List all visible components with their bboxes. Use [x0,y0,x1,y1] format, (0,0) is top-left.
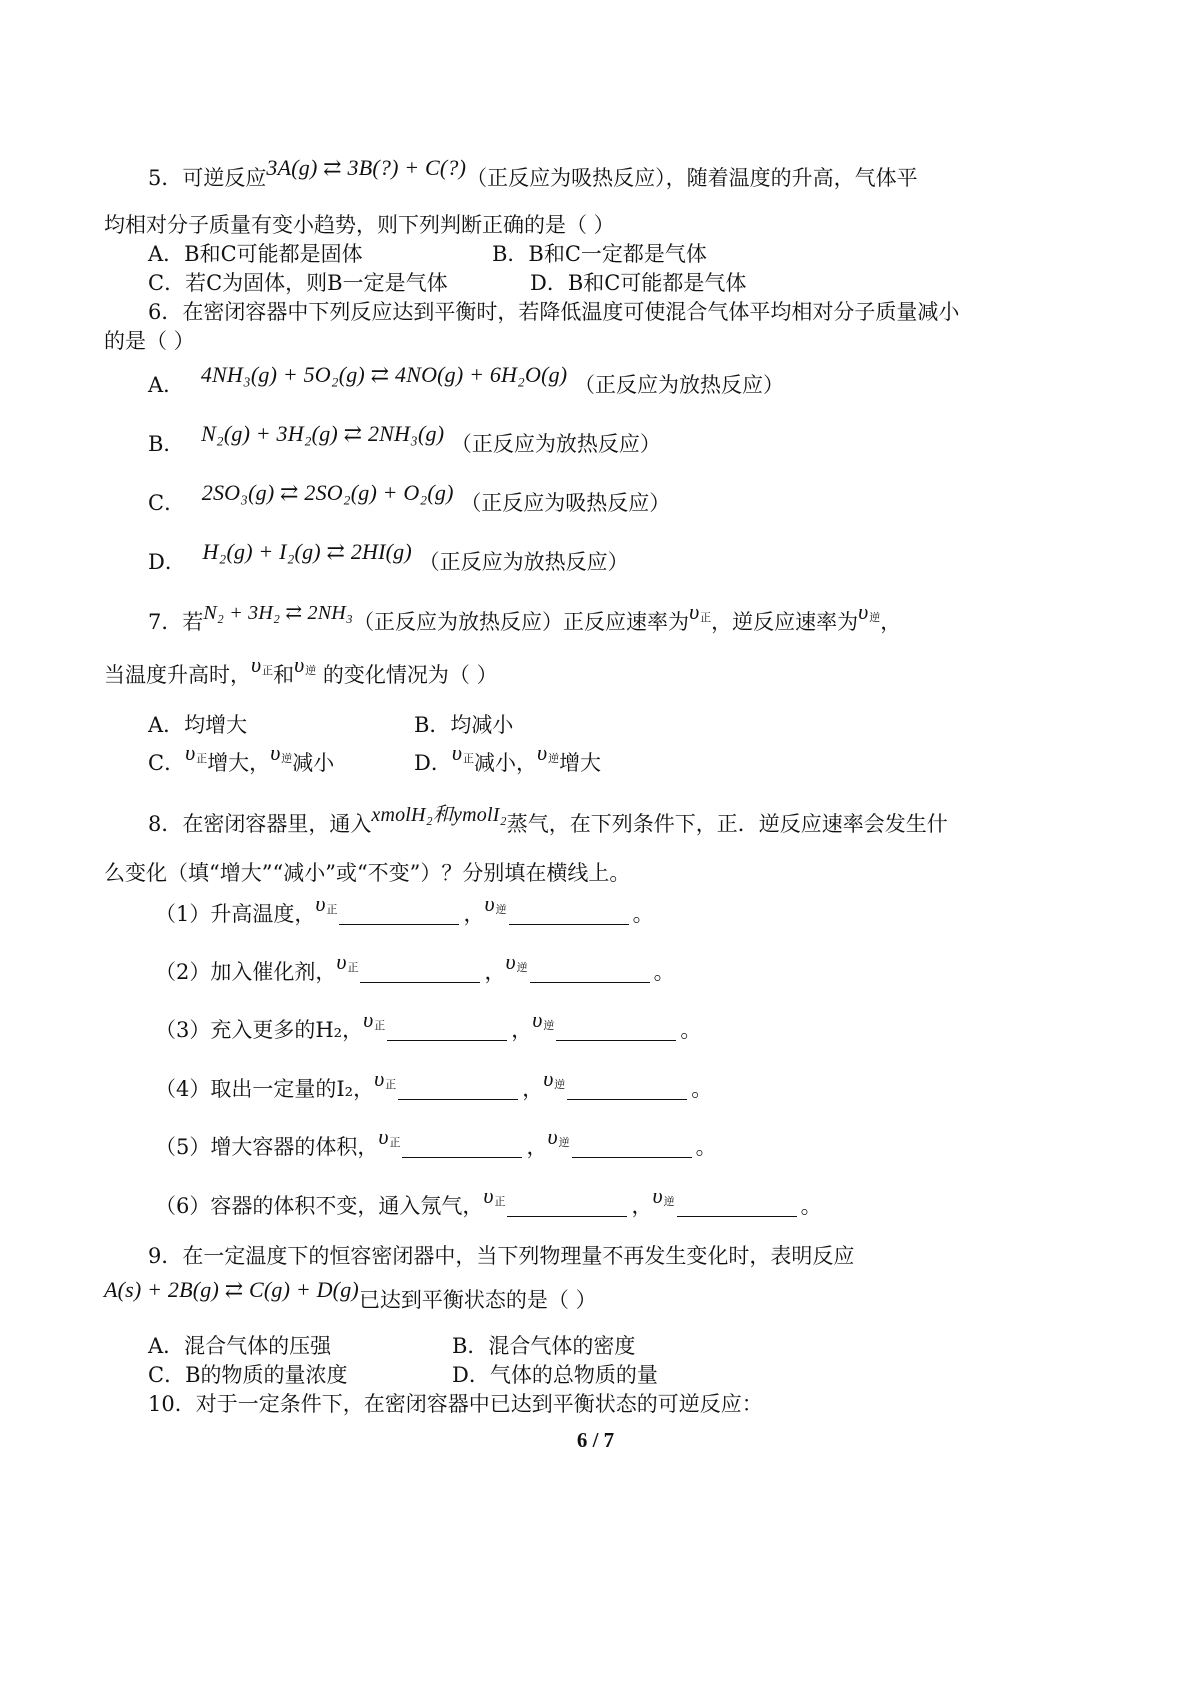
q8-line1 [148,804,948,840]
v-reverse-symbol: υ逆 [532,1007,555,1032]
answer-blank[interactable] [572,1135,692,1158]
q9-line2 [104,1277,597,1315]
answer-blank[interactable] [339,902,459,925]
q6-option-d-note: （正反应为放热反应） [418,550,629,574]
q6-option-c-note: （正反应为吸热反应） [460,491,671,515]
q9-equation: A(s) + 2B(g) ⇄ C(g) + D(g) [104,1277,359,1302]
q5-equation: 3A(g) ⇄ 3B(?) + C(?) [266,155,467,180]
q7-mid: （正反应为放热反应）正反应速率为 [353,610,690,634]
q8-post: 蒸气，在下列条件下，正．逆反应速率会发生什 [506,812,948,836]
answer-blank[interactable] [530,960,650,983]
q9-line1: 9．在一定温度下的恒容密闭器中，当下列物理量不再发生变化时，表明反应 [148,1244,855,1268]
q8-item-text: （4）取出一定量的I₂， [155,1077,375,1101]
v-reverse-symbol: υ逆 [294,652,317,677]
v-forward-symbol: υ正 [336,949,359,974]
q6-option-b-note: （正反应为放热反应） [450,432,661,456]
q8-item-text: （2）加入催化剂， [155,960,337,984]
q6-option-d-label: D． [148,550,186,574]
q6-option-c [148,480,671,518]
q6-option-d-equation: H₂(g) + I₂(g) ⇄ 2HI(g) [202,539,412,564]
q9-option-b: B．混合气体的密度 [452,1334,636,1358]
v-reverse-symbol: υ逆 [652,1183,675,1208]
q7-number: 7．若 [148,610,204,634]
q6-option-d [148,539,629,577]
v-reverse-symbol: υ逆 [858,599,881,624]
q8-item-5: （5）增大容器的体积，υ正 ，υ逆 。 [155,1124,717,1159]
q6-option-a-label: A． [148,373,185,397]
q8-item-4: （4）取出一定量的I₂，υ正 ，υ逆 。 [155,1066,713,1101]
q5-option-a: A．B和C可能都是固体 [148,242,363,266]
q7-option-d-label: D． [414,751,452,775]
q6-option-c-label: C． [148,491,186,515]
q6-line2: 的是（ ） [104,329,195,353]
v-forward-symbol: υ正 [483,1183,506,1208]
v-forward-symbol: υ正 [251,652,274,677]
q9-option-d: D．气体的总物质的量 [452,1363,658,1387]
answer-blank[interactable] [402,1135,522,1158]
v-reverse-symbol: υ逆 [543,1066,566,1091]
v-reverse-symbol: υ逆 [484,891,507,916]
q7-option-c [148,740,335,782]
v-reverse-symbol: υ逆 [536,740,560,765]
answer-blank[interactable] [677,1194,797,1217]
q8-item-text: （6）容器的体积不变，通入氖气， [155,1194,484,1218]
v-forward-symbol: υ正 [315,891,338,916]
q8-item-2: （2）加入催化剂，υ正 ，υ逆 。 [155,949,675,984]
answer-blank[interactable] [507,1194,627,1217]
q5-pre: 可逆反应 [182,166,267,190]
q6-option-b-label: B． [148,432,185,456]
v-forward-symbol: υ正 [363,1007,386,1032]
q8-item-6: （6）容器的体积不变，通入氖气，υ正 ，υ逆 。 [155,1183,822,1218]
q7-end: ， [880,610,902,634]
q7-line2-a: 当温度升高时， [104,663,251,687]
q9-option-a: A．混合气体的压强 [148,1334,332,1358]
answer-blank[interactable] [567,1077,687,1100]
q7-line2-b: 和 [273,663,295,687]
v-forward-symbol: υ正 [451,740,474,765]
q6-option-b [148,421,661,459]
q5-option-b: B．B和C一定都是气体 [492,242,707,266]
q7-option-c-end: 减小 [292,751,335,775]
v-reverse-symbol: υ逆 [547,1124,570,1149]
v-forward-symbol: υ正 [374,1066,397,1091]
q6-option-a-note: （正反应为放热反应） [574,373,785,397]
q7-option-b: B．均减小 [414,713,514,737]
q8-item-1: （1）升高温度，υ正 ，υ逆 。 [155,891,654,926]
q9-option-c: C．B的物质的量浓度 [148,1363,348,1387]
q5-option-d: D．B和C可能都是气体 [530,271,747,295]
page-number: 6 / 7 [576,1428,615,1452]
q7-option-d-end: 增大 [559,751,602,775]
v-forward-symbol: υ正 [689,599,712,624]
q7-option-d [414,740,602,782]
q7-line2-c: 的变化情况为（ ） [322,663,498,687]
q7-line2 [104,652,498,694]
q8-line2: 么变化（填“增大”“减小”或“不变”）？分别填在横线上。 [104,861,631,885]
answer-blank[interactable] [387,1018,507,1041]
q8-item-text: （1）升高温度， [155,902,316,926]
q6-option-a [148,362,785,400]
q7-option-c-mid: 增大， [207,751,271,775]
answer-blank[interactable] [556,1018,676,1041]
q5-number: 5． [148,166,183,190]
q8-item-3: （3）充入更多的H₂，υ正 ，υ逆 。 [155,1007,702,1042]
q9-post: 已达到平衡状态的是（ ） [358,1288,597,1312]
q10-line1: 10．对于一定条件下，在密闭容器中已达到平衡状态的可逆反应： [148,1392,763,1416]
v-reverse-symbol: υ逆 [270,740,293,765]
q7-mid2: ，逆反应速率为 [711,610,859,634]
q8-equation: xmolH₂和ymolI₂ [371,804,507,826]
q5-line2: 均相对分子质量有变小趋势，则下列判断正确的是（ ） [104,213,615,237]
q7-line1 [148,599,902,641]
q6-line1: 6．在密闭容器中下列反应达到平衡时，若降低温度可使混合气体平均相对分子质量减小 [148,300,960,324]
answer-blank[interactable] [509,902,629,925]
q7-equation: N₂ + 3H₂ ⇄ 2NH₃ [203,602,354,624]
q6-option-c-equation: 2SO₃(g) ⇄ 2SO₂(g) + O₂(g) [201,480,454,505]
q7-option-a: A．均增大 [148,713,248,737]
v-forward-symbol: υ正 [378,1124,401,1149]
v-reverse-symbol: υ逆 [505,949,528,974]
q5-line1 [148,155,918,193]
answer-blank[interactable] [398,1077,518,1100]
q5-post: （正反应为吸热反应），随着温度的升高，气体平 [466,166,918,190]
q8-number: 8．在密闭容器里，通入 [148,812,372,836]
q6-option-b-equation: N₂(g) + 3H₂(g) ⇄ 2NH₃(g) [201,421,445,446]
q7-option-d-mid: 减小， [473,751,537,775]
q7-option-c-label: C． [148,751,186,775]
q5-option-c: C．若C为固体，则B一定是气体 [148,271,448,295]
q8-item-text: （5）增大容器的体积， [155,1135,379,1159]
q6-option-a-equation: 4NH₃(g) + 5O₂(g) ⇄ 4NO(g) + 6H₂O(g) [200,362,568,387]
answer-blank[interactable] [360,960,480,983]
v-forward-symbol: υ正 [185,740,208,765]
q8-item-text: （3）充入更多的H₂， [155,1018,364,1042]
